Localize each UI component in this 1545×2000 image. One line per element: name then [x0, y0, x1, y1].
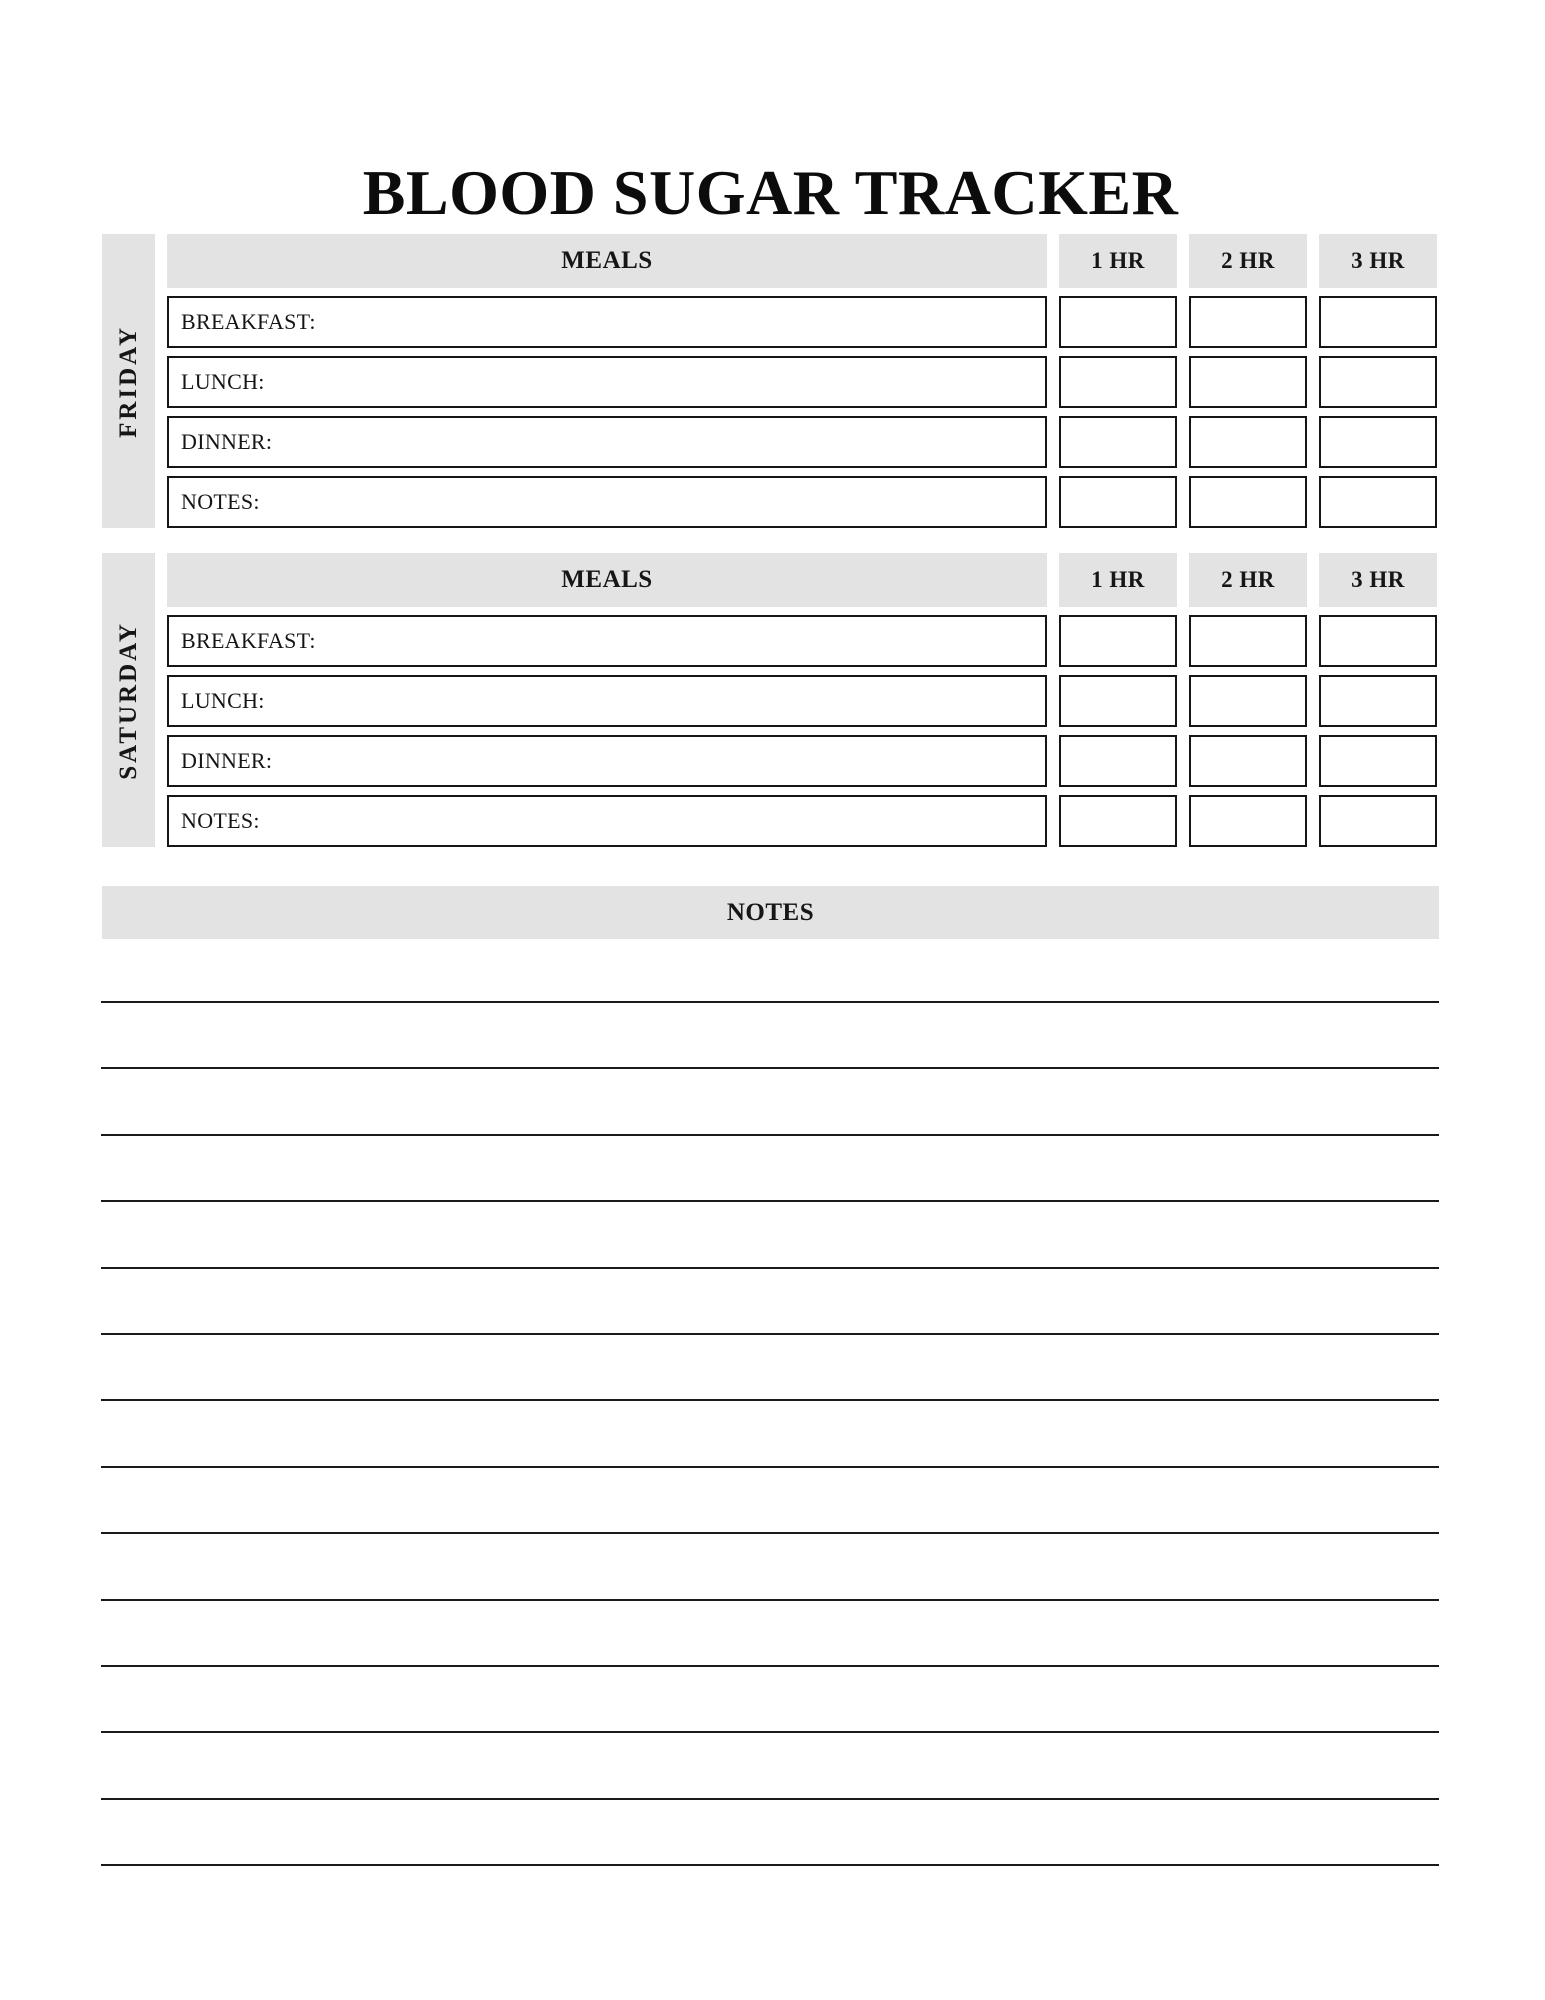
notes-line[interactable] [101, 1067, 1439, 1069]
notes-line[interactable] [101, 1399, 1439, 1401]
friday-notes-meal-field[interactable] [167, 476, 1047, 528]
friday-notes-2hr-field[interactable] [1189, 476, 1307, 528]
friday-notes-1hr-field[interactable] [1059, 476, 1177, 528]
saturday-lunch-1hr-field[interactable] [1059, 675, 1177, 727]
saturday-breakfast-1hr-field[interactable] [1059, 615, 1177, 667]
friday-dinner-3hr-field[interactable] [1319, 416, 1437, 468]
saturday-notes-3hr-field[interactable] [1319, 795, 1437, 847]
friday-lunch-label: LUNCH: [181, 369, 265, 394]
notes-line[interactable] [101, 1864, 1439, 1866]
saturday-dinner-1hr-field[interactable] [1059, 735, 1177, 787]
saturday-notes-meal-field[interactable] [167, 795, 1047, 847]
notes-line[interactable] [101, 1267, 1439, 1269]
friday-breakfast-2hr-field[interactable] [1189, 296, 1307, 348]
notes-line[interactable] [101, 1466, 1439, 1468]
saturday-dinner-3hr-field[interactable] [1319, 735, 1437, 787]
notes-lines-area[interactable] [101, 1001, 1439, 1930]
saturday-notes-label: NOTES: [181, 808, 260, 833]
notes-section-header [102, 886, 1439, 939]
friday-day-name: FRIDAY [114, 324, 142, 438]
friday-dinner-1hr-field[interactable] [1059, 416, 1177, 468]
notes-line[interactable] [101, 1200, 1439, 1202]
saturday-lunch-2hr-field[interactable] [1189, 675, 1307, 727]
notes-line[interactable] [101, 1731, 1439, 1733]
friday-lunch-1hr-field[interactable] [1059, 356, 1177, 408]
notes-line[interactable] [101, 1134, 1439, 1136]
saturday-dinner-2hr-field[interactable] [1189, 735, 1307, 787]
friday-3hr-column-header: 3 HR [1319, 234, 1437, 288]
saturday-meals-column-header: MEALS [167, 553, 1047, 607]
saturday-notes-1hr-field[interactable] [1059, 795, 1177, 847]
friday-dinner-2hr-field[interactable] [1189, 416, 1307, 468]
saturday-lunch-label: LUNCH: [181, 688, 265, 713]
notes-section-title: NOTES [726, 898, 815, 926]
saturday-dinner-label: DINNER: [181, 748, 273, 773]
saturday-notes-2hr-field[interactable] [1189, 795, 1307, 847]
friday-breakfast-3hr-field[interactable] [1319, 296, 1437, 348]
saturday-2hr-column-header: 2 HR [1189, 553, 1307, 607]
notes-line[interactable] [101, 1532, 1439, 1534]
saturday-lunch-meal-field[interactable] [167, 675, 1047, 727]
saturday-1hr-column-header: 1 HR [1059, 553, 1177, 607]
saturday-label-bar [102, 553, 155, 847]
saturday-dinner-meal-field[interactable] [167, 735, 1047, 787]
friday-label-bar [102, 234, 155, 528]
saturday-breakfast-label: BREAKFAST: [181, 628, 316, 653]
notes-line[interactable] [101, 1001, 1439, 1003]
saturday-breakfast-meal-field[interactable] [167, 615, 1047, 667]
notes-line[interactable] [101, 1599, 1439, 1601]
page-title: BLOOD SUGAR TRACKER [362, 156, 1179, 228]
friday-lunch-meal-field[interactable] [167, 356, 1047, 408]
notes-line[interactable] [101, 1665, 1439, 1667]
saturday-day-name: SATURDAY [114, 620, 142, 780]
friday-breakfast-label: BREAKFAST: [181, 309, 316, 334]
friday-notes-label: NOTES: [181, 489, 260, 514]
friday-2hr-column-header: 2 HR [1189, 234, 1307, 288]
friday-breakfast-meal-field[interactable] [167, 296, 1047, 348]
notes-line[interactable] [101, 1333, 1439, 1335]
saturday-breakfast-3hr-field[interactable] [1319, 615, 1437, 667]
friday-lunch-3hr-field[interactable] [1319, 356, 1437, 408]
saturday-lunch-3hr-field[interactable] [1319, 675, 1437, 727]
notes-line[interactable] [101, 1798, 1439, 1800]
friday-dinner-meal-field[interactable] [167, 416, 1047, 468]
friday-tracker-table [102, 234, 1437, 528]
friday-lunch-2hr-field[interactable] [1189, 356, 1307, 408]
friday-notes-3hr-field[interactable] [1319, 476, 1437, 528]
friday-meals-column-header: MEALS [167, 234, 1047, 288]
saturday-3hr-column-header: 3 HR [1319, 553, 1437, 607]
saturday-breakfast-2hr-field[interactable] [1189, 615, 1307, 667]
saturday-tracker-table [102, 553, 1437, 847]
friday-dinner-label: DINNER: [181, 429, 273, 454]
friday-1hr-column-header: 1 HR [1059, 234, 1177, 288]
friday-breakfast-1hr-field[interactable] [1059, 296, 1177, 348]
